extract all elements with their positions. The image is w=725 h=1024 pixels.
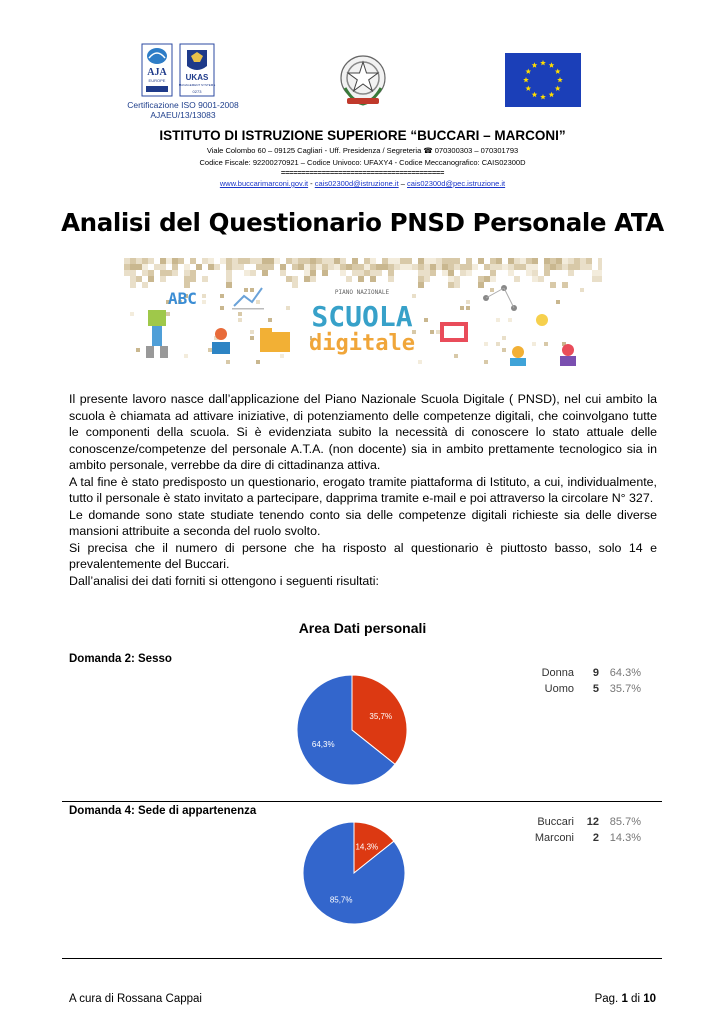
legend-count: 12 (586, 816, 599, 828)
pie-slice-label: 35,7% (369, 712, 393, 722)
pie-slice-label: 85,7% (329, 895, 353, 905)
footer-page-number: Pag. 1 di 10 (594, 993, 656, 1005)
pie-slice-label: 14,3% (355, 842, 379, 852)
divider (62, 958, 662, 959)
legend-label: Marconi (534, 832, 574, 844)
paragraph: Il presente lavoro nasce dall’applicazione del Piano Nazionale Scuola Digitale ( PNSD), nel cui ambito la scuola è chiamata ad attivare iniziative, di potenziamento delle competenze digitali, che coinvolgano tutte le componenti della scuola. Si è evidenziata subito la necessità di conoscere lo stato attuale delle conoscenze/competenze del personale A.T.A. (non docente) sia in ambito prettamente tecnologico sia in ambito personale, verrebbe da dire di cittadinanza attiva. (69, 392, 657, 472)
ukas-logo-text: UKAS (185, 73, 209, 82)
footer-author: A cura di Rossana Cappai (69, 993, 202, 1005)
scuola-digitale-banner (124, 258, 602, 370)
legend-row (512, 830, 641, 846)
header-separator: ======================================== (280, 168, 445, 177)
certification-logos (140, 42, 220, 102)
chart-legend (512, 665, 641, 697)
pie-chart-sesso (296, 674, 408, 786)
website-link[interactable]: www.buccarimarconi.gov.it (219, 179, 309, 188)
email-link[interactable]: cais02300d@istruzione.it (314, 179, 399, 188)
legend-percent: 64.3% (609, 667, 641, 679)
certification-text: Certificazione ISO 9001-2008 AJAEU/13/13083 (127, 100, 239, 120)
banner-title: SCUOLA (311, 300, 413, 333)
svg-text:EUROPE: EUROPE (148, 78, 166, 83)
section-title: Area Dati personali (298, 620, 427, 636)
paragraph: Si precisa che il numero di persone che ha risposto al questionario è piuttosto basso, solo 14 e prevalentemente del Buccari. (69, 540, 657, 571)
document-title: Analisi del Questionario PNSD Personale ATA (61, 208, 664, 237)
pec-email-link[interactable]: cais02300d@pec.istruzione.it (407, 179, 506, 188)
legend-percent: 14.3% (609, 832, 641, 844)
school-fiscal-codes: Codice Fiscale: 92200270921 – Codice Univoco: UFAXY4 - Codice Meccanografico: CAIS02300D (199, 158, 526, 167)
question-title: Domanda 2: Sesso (69, 653, 172, 665)
legend-percent: 35.7% (609, 683, 641, 695)
school-name: ISTITUTO DI ISTRUZIONE SUPERIORE “BUCCARI – MARCONI” (159, 128, 566, 143)
paragraph: Le domande sono state studiate tenendo conto sia delle competenze digitali richieste sia delle diverse mansioni attribuite a seconda del ruolo svolto. (69, 507, 657, 538)
legend-percent: 85.7% (609, 816, 641, 828)
divider (62, 801, 662, 802)
aja-logo-text: AJA (147, 67, 167, 78)
chart-legend (512, 814, 641, 846)
eu-flag (505, 53, 581, 107)
legend-count: 9 (592, 667, 599, 679)
legend-label: Buccari (537, 816, 574, 828)
banner-subtitle: PIANO NAZIONALE (334, 289, 390, 296)
pie-chart-sede (302, 821, 406, 925)
banner-abc-text: ABC (168, 289, 197, 308)
svg-text:0273: 0273 (192, 89, 202, 94)
legend-row (512, 681, 641, 697)
header-links: www.buccarimarconi.gov.it - cais02300d@istruzione.it – cais02300d@pec.istruzione.it (219, 179, 506, 188)
paragraph: Dall’analisi dei dati forniti si ottengono i seguenti risultati: (69, 573, 379, 588)
legend-count: 2 (592, 832, 599, 844)
legend-row (512, 665, 641, 681)
body-text (69, 391, 657, 589)
pie-slice-label: 64,3% (311, 739, 335, 749)
legend-label: Donna (541, 667, 574, 679)
paragraph: A tal fine è stato predisposto un questionario, erogato tramite piattaforma di Istituto, a cui, individualmente, tutto il personale è stato invitato a partecipare, dapprima tramite e-mail e poi attraverso la circolare N° 327. (69, 474, 657, 505)
question-title: Domanda 4: Sede di appartenenza (69, 805, 257, 817)
banner-title-2: digitale (309, 331, 415, 356)
legend-row (512, 814, 641, 830)
legend-label: Uomo (544, 683, 574, 695)
svg-text:MANAGEMENT SYSTEMS: MANAGEMENT SYSTEMS (178, 83, 216, 87)
legend-count: 5 (592, 683, 599, 695)
school-address: Viale Colombo 60 – 09125 Cagliari - Uff. Presidenza / Segreteria ☎ 070300303 – 070301793 (206, 146, 519, 155)
italian-republic-emblem (333, 50, 393, 110)
